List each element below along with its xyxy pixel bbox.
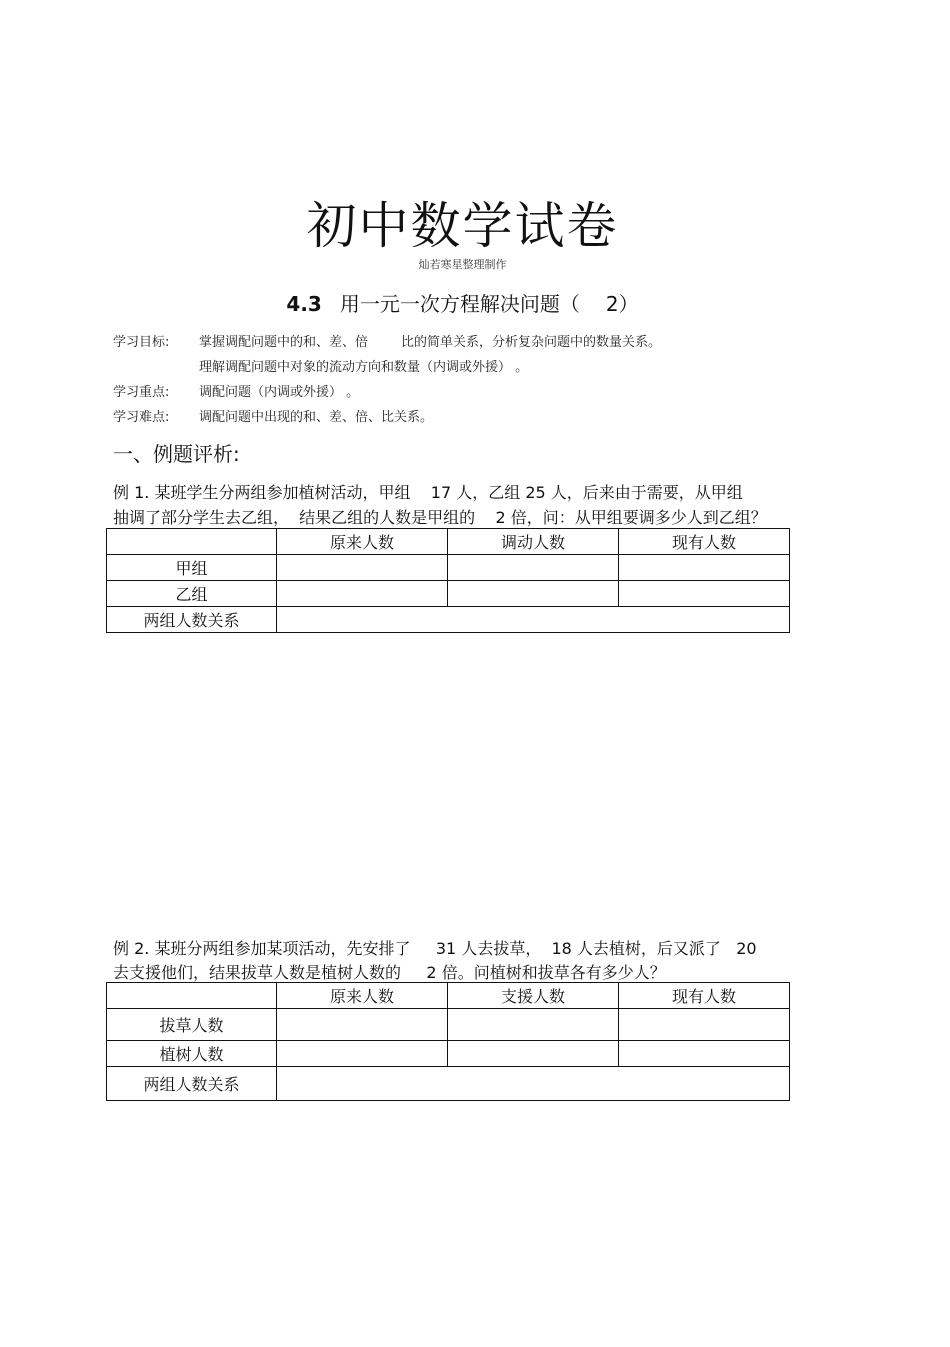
key-label: 学习重点: — [113, 385, 170, 400]
blank-cell[interactable] — [277, 1041, 448, 1067]
row-label: 乙组 — [107, 581, 277, 607]
table-row — [107, 581, 790, 607]
row-label: 两组人数关系 — [107, 607, 277, 633]
section-heading: 一、例题评析: — [113, 442, 240, 466]
header-cell — [107, 983, 277, 1009]
objective-goal — [113, 331, 661, 350]
blank-cell[interactable] — [277, 581, 448, 607]
example1-line2: 抽调了部分学生去乙组， 结果乙组的人数是甲组的 2 倍，问：从甲组要调多少人到乙组？ — [113, 508, 767, 527]
blank-cell[interactable] — [448, 581, 619, 607]
key-text: 调配问题（内调或外援） 。 — [199, 385, 360, 400]
table-row — [107, 555, 790, 581]
objective-key — [113, 381, 359, 400]
main-title: 初中数学试卷 — [306, 197, 619, 255]
row-label: 甲组 — [107, 555, 277, 581]
blank-cell[interactable] — [277, 555, 448, 581]
goal-line1: 掌握调配问题中的和、差、倍 比的简单关系，分析复杂问题中的数量关系。 — [199, 335, 662, 350]
header-cell — [107, 529, 277, 555]
blank-cell[interactable] — [277, 1067, 790, 1101]
subtitle: 灿若寒星整理制作 — [418, 258, 507, 271]
header-cell: 原来人数 — [277, 529, 448, 555]
goal-label: 学习目标: — [113, 335, 170, 350]
blank-cell[interactable] — [277, 607, 790, 633]
blank-cell[interactable] — [619, 1009, 790, 1041]
goal-line2: 理解调配问题中对象的流动方向和数量（内调或外援） 。 — [199, 360, 529, 375]
table-row — [107, 1009, 790, 1041]
table-row — [107, 1041, 790, 1067]
row-label: 两组人数关系 — [107, 1067, 277, 1101]
blank-cell[interactable] — [448, 1041, 619, 1067]
header-cell: 原来人数 — [277, 983, 448, 1009]
difficulty-text: 调配问题中出现的和、差、倍、比关系。 — [199, 410, 434, 425]
row-label: 植树人数 — [107, 1041, 277, 1067]
lesson-number: 4.3 — [286, 292, 322, 316]
header-cell: 调动人数 — [448, 529, 619, 555]
lesson-title — [0, 288, 925, 317]
example2-line1: 例 2. 某班分两组参加某项活动，先安排了 31 人去拔草， 18 人去植树，后又派了 20 — [113, 939, 757, 958]
example2-line2: 去支援他们，结果拔草人数是植树人数的 2 倍。问植树和拔草各有多少人？ — [113, 963, 666, 982]
row-label: 拔草人数 — [107, 1009, 277, 1041]
lesson-title-part: 2） — [605, 292, 639, 316]
difficulty-label: 学习难点: — [113, 410, 170, 425]
table-row — [107, 1067, 790, 1101]
header-cell: 现有人数 — [619, 983, 790, 1009]
example2-table — [106, 982, 790, 1101]
header-cell: 现有人数 — [619, 529, 790, 555]
blank-cell[interactable] — [619, 581, 790, 607]
objective-difficulty — [113, 406, 433, 425]
table-header-row — [107, 983, 790, 1009]
blank-cell[interactable] — [619, 555, 790, 581]
blank-cell[interactable] — [448, 555, 619, 581]
example1-line1: 例 1. 某班学生分两组参加植树活动，甲组 17 人，乙组 25 人，后来由于需要，从甲组 — [113, 483, 743, 502]
blank-cell[interactable] — [619, 1041, 790, 1067]
example1-table — [106, 528, 790, 633]
header-cell: 支援人数 — [448, 983, 619, 1009]
blank-cell[interactable] — [277, 1009, 448, 1041]
table-row — [107, 607, 790, 633]
table-header-row — [107, 529, 790, 555]
blank-cell[interactable] — [448, 1009, 619, 1041]
lesson-title-text: 用一元一次方程解决问题（ — [339, 292, 580, 316]
